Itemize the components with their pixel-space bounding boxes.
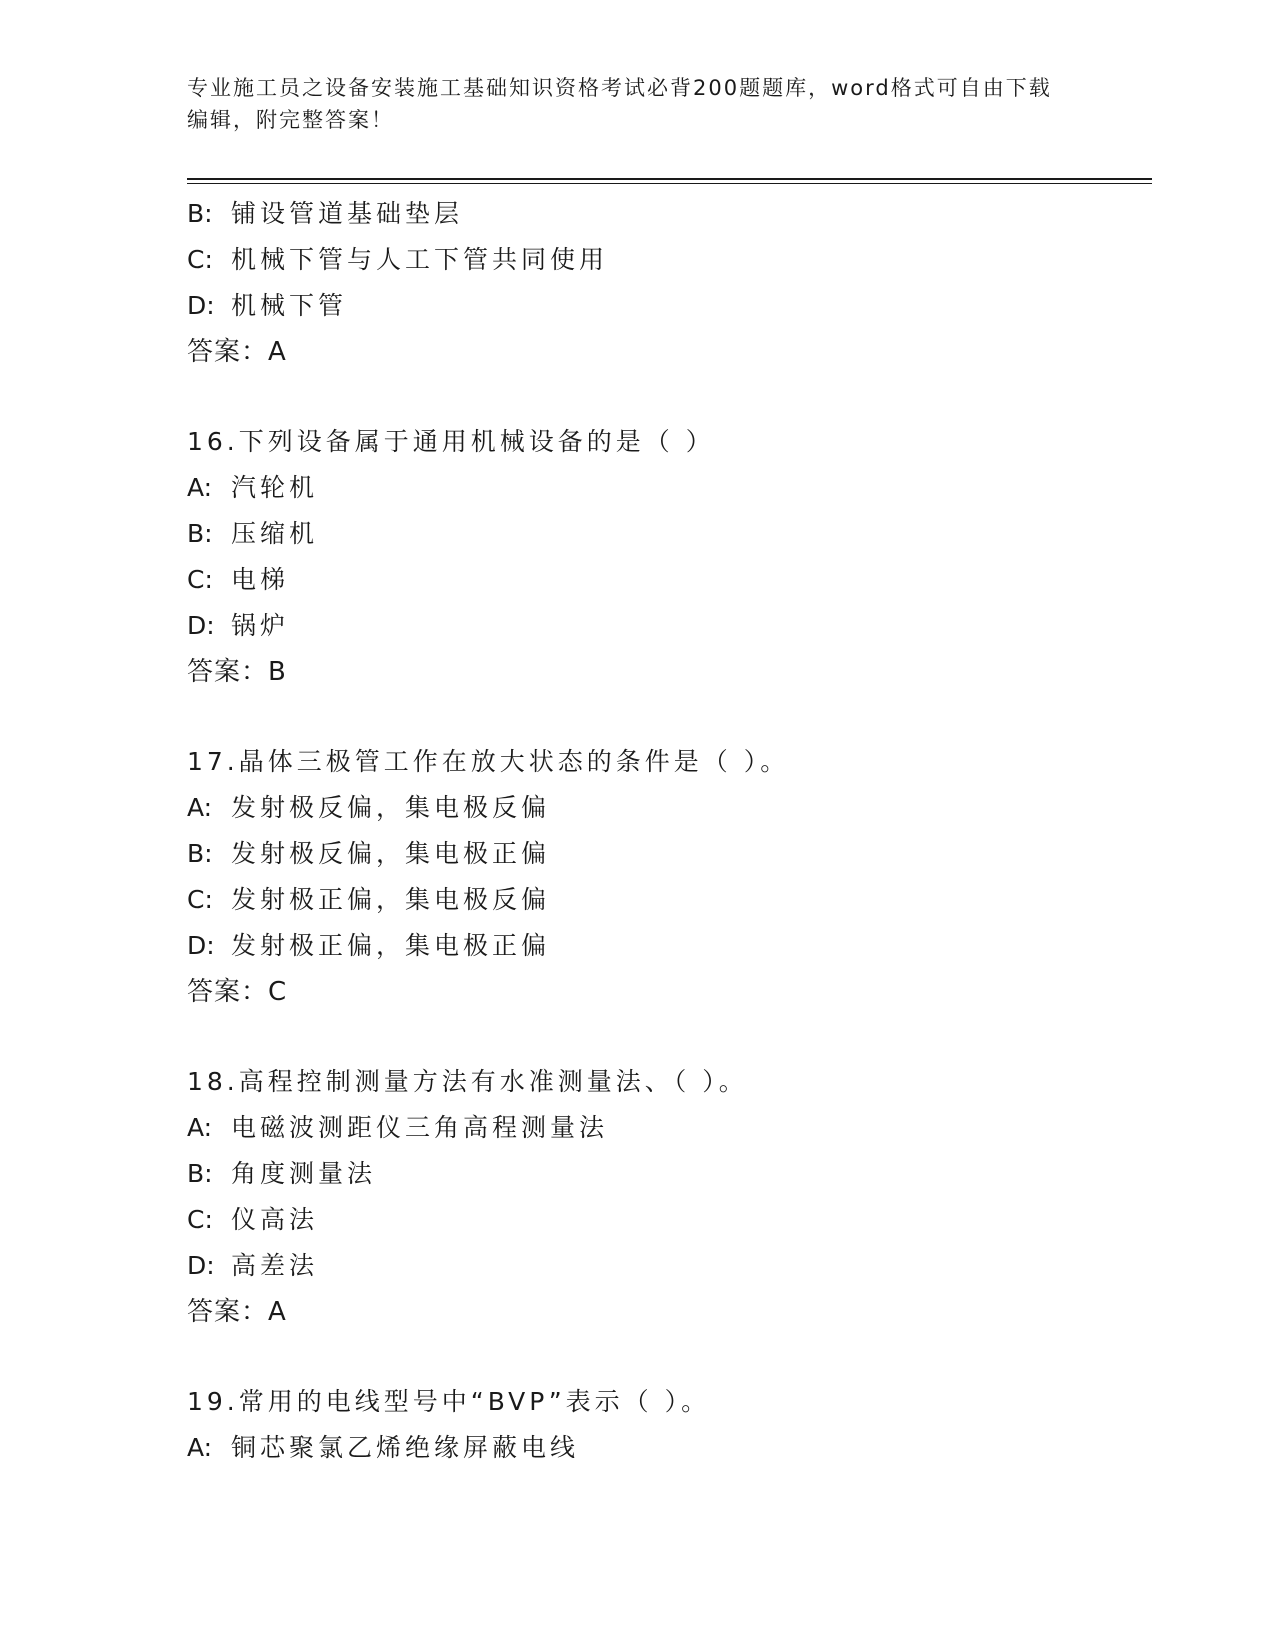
option-key: D:: [187, 291, 215, 320]
option-text: 压缩机: [231, 519, 319, 548]
header-divider: [187, 178, 1152, 180]
question-stem: 19.常用的电线型号中“BVP”表示（ ）。: [187, 1387, 711, 1416]
option-d: [187, 603, 1152, 649]
option-d: [187, 923, 1152, 969]
question-list: [187, 191, 1152, 1471]
option-d: [187, 283, 1152, 329]
option-text: 电磁波测距仪三角高程测量法: [231, 1113, 609, 1142]
option-b: [187, 1151, 1152, 1197]
option-a: [187, 785, 1152, 831]
question-stem: 17.晶体三极管工作在放大状态的条件是（ ）。: [187, 747, 790, 776]
option-key: A:: [187, 1113, 213, 1142]
answer: 答案：B: [187, 657, 287, 687]
option-b: [187, 511, 1152, 557]
option-c: [187, 1197, 1152, 1243]
document-header: 专业施工员之设备安装施工基础知识资格考试必背200题题库，word格式可自由下载编辑，附完整答案！: [187, 76, 1052, 132]
option-key: C:: [187, 885, 213, 914]
option-a: [187, 1105, 1152, 1151]
option-text: 电梯: [231, 565, 290, 594]
question-stem: 18.高程控制测量方法有水准测量法、（ ）。: [187, 1067, 748, 1096]
option-text: 机械下管: [231, 291, 348, 320]
option-key: B:: [187, 199, 213, 228]
option-key: D:: [187, 1251, 215, 1280]
option-key: C:: [187, 245, 213, 274]
option-key: B:: [187, 1159, 213, 1188]
option-text: 汽轮机: [231, 473, 319, 502]
option-key: C:: [187, 1205, 213, 1234]
option-b: [187, 831, 1152, 877]
option-key: B:: [187, 519, 213, 548]
option-text: 高差法: [231, 1251, 319, 1280]
option-text: 铺设管道基础垫层: [231, 199, 464, 228]
option-text: 角度测量法: [231, 1159, 377, 1188]
option-text: 锅炉: [231, 611, 290, 640]
option-text: 发射极反偏，集电极正偏: [231, 839, 551, 868]
option-c: [187, 877, 1152, 923]
option-a: [187, 465, 1152, 511]
answer: 答案：C: [187, 977, 288, 1007]
option-key: D:: [187, 931, 215, 960]
option-text: 机械下管与人工下管共同使用: [231, 245, 609, 274]
header-divider-thin: [187, 183, 1152, 184]
option-key: A:: [187, 473, 213, 502]
option-c: [187, 237, 1152, 283]
option-c: [187, 557, 1152, 603]
option-text: 发射极正偏，集电极反偏: [231, 885, 551, 914]
option-key: D:: [187, 611, 215, 640]
answer: 答案：A: [187, 1297, 287, 1327]
option-key: C:: [187, 565, 213, 594]
option-text: 仪高法: [231, 1205, 319, 1234]
option-key: A:: [187, 1433, 213, 1462]
option-text: 发射极反偏，集电极反偏: [231, 793, 551, 822]
option-d: [187, 1243, 1152, 1289]
option-key: B:: [187, 839, 213, 868]
option-b: [187, 191, 1152, 237]
option-text: 铜芯聚氯乙烯绝缘屏蔽电线: [231, 1433, 580, 1462]
option-a: [187, 1425, 1152, 1471]
answer: 答案：A: [187, 337, 287, 367]
option-text: 发射极正偏，集电极正偏: [231, 931, 551, 960]
question-stem: 16.下列设备属于通用机械设备的是（ ）: [187, 427, 715, 456]
option-key: A:: [187, 793, 213, 822]
